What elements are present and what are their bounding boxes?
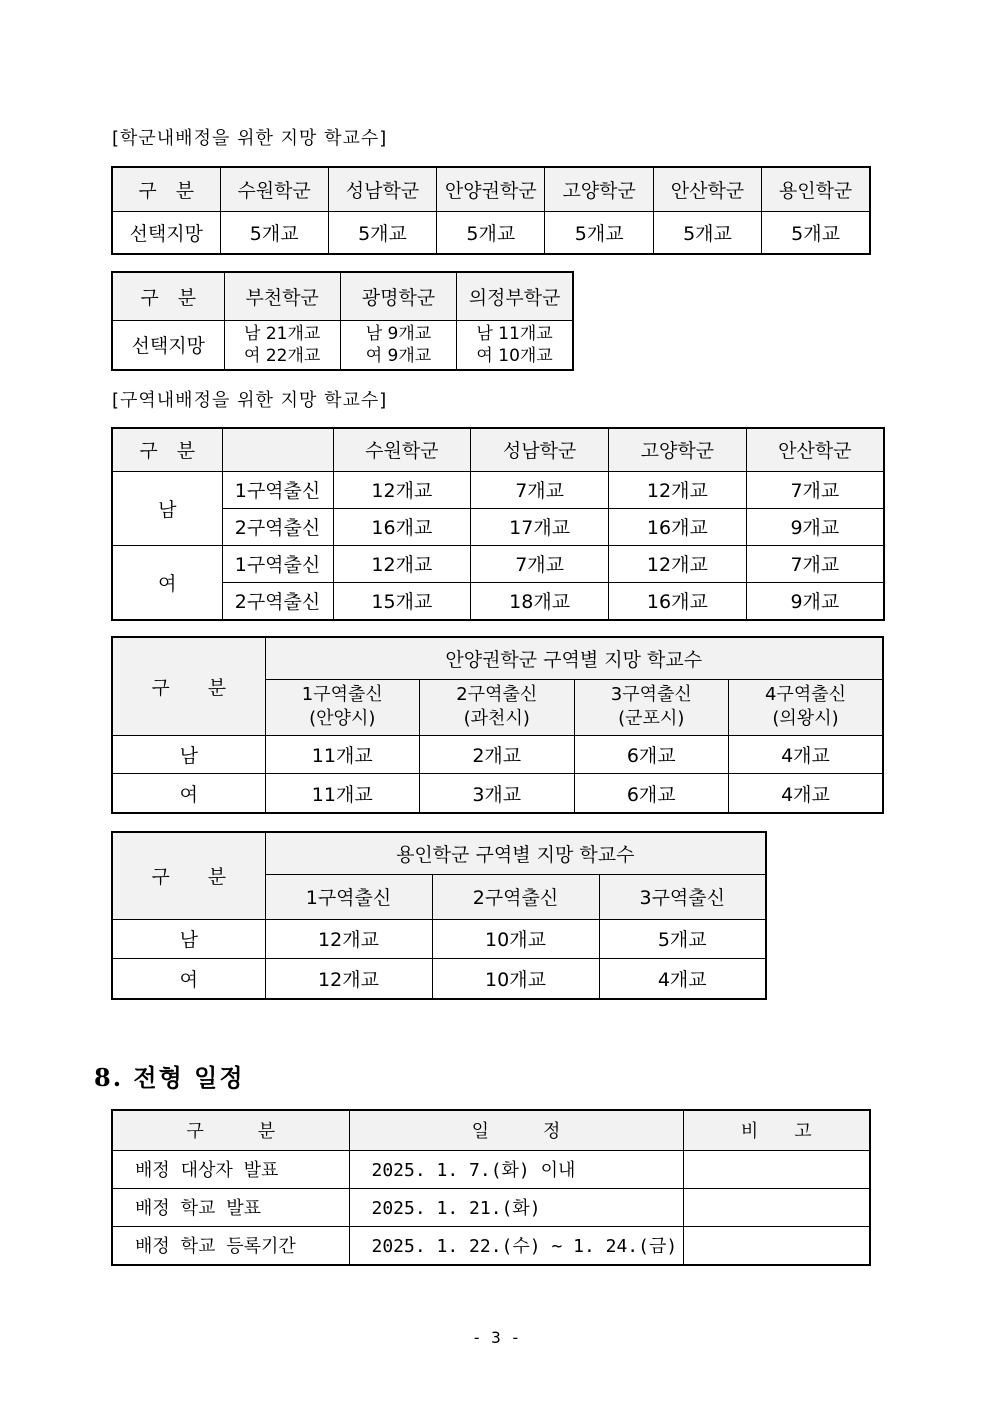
table-cell: 16개교 [609, 508, 747, 545]
schedule-note [683, 1188, 870, 1226]
schedule-date: 2025. 1. 22.(수) ~ 1. 24.(금) [349, 1226, 683, 1265]
header-cell: 구 분 [112, 167, 220, 211]
header-cell: 구 분 [112, 272, 224, 320]
row-label: 선택지망 [112, 211, 220, 254]
table-district-choices-gender [111, 271, 574, 371]
table-cell: 7개교 [746, 545, 884, 582]
schedule-date: 2025. 1. 7.(화) 이내 [349, 1150, 683, 1188]
table-cell: 5개교 [220, 211, 328, 254]
row-label: 선택지망 [112, 320, 224, 370]
male-value: 남 21개교 [244, 323, 321, 344]
region-name: 2구역출신 [456, 684, 538, 705]
male-value: 남 11개교 [476, 323, 553, 344]
table-cell: 12개교 [609, 471, 747, 508]
table-cell: 10개교 [432, 919, 599, 959]
table-cell: 5개교 [328, 211, 436, 254]
table-cell: 6개교 [574, 774, 729, 813]
table-cell: 9개교 [746, 508, 884, 545]
table-cell: 9개교 [746, 582, 884, 620]
header-cell [265, 679, 420, 735]
table-cell [457, 320, 573, 370]
schedule-note [683, 1150, 870, 1188]
table-yongin-regions [111, 831, 767, 1000]
header-cell: 비 고 [683, 1110, 870, 1150]
city-name: (의왕시) [772, 708, 839, 729]
header-cell: 구 분 [112, 428, 222, 471]
schedule-item: 배정 대상자 발표 [112, 1150, 349, 1188]
header-cell: 안산학군 [653, 167, 761, 211]
header-cell [222, 428, 333, 471]
header-cell: 1구역출신 [265, 874, 432, 919]
header-cell: 일 정 [349, 1110, 683, 1150]
schedule-item: 배정 학교 등록기간 [112, 1226, 349, 1265]
table-cell: 5개교 [653, 211, 761, 254]
table-cell: 2개교 [420, 735, 575, 774]
female-value: 여 10개교 [476, 345, 553, 366]
table-cell: 12개교 [265, 959, 432, 999]
table-cell: 16개교 [609, 582, 747, 620]
table-cell: 7개교 [471, 471, 609, 508]
table-cell: 18개교 [471, 582, 609, 620]
table-cell: 12개교 [333, 545, 471, 582]
region-name: 3구역출신 [610, 684, 692, 705]
header-cell: 2구역출신 [432, 874, 599, 919]
section-title: 8. 전형 일정 [94, 1063, 245, 1092]
row-label: 남 [112, 735, 265, 774]
table-cell [340, 320, 456, 370]
region-name: 4구역출신 [764, 684, 846, 705]
header-cell: 용인학군 구역별 지망 학교수 [265, 832, 766, 874]
table-cell: 4개교 [729, 774, 884, 813]
table-cell: 3개교 [420, 774, 575, 813]
table-cell: 5개교 [437, 211, 545, 254]
female-value: 여 22개교 [244, 345, 321, 366]
header-cell: 고양학군 [545, 167, 653, 211]
table-schedule [111, 1109, 871, 1266]
table-cell: 12개교 [265, 919, 432, 959]
region-label: 2구역출신 [222, 582, 333, 620]
header-cell: 수원학군 [333, 428, 471, 471]
header-cell: 고양학군 [609, 428, 747, 471]
table-cell: 6개교 [574, 735, 729, 774]
header-cell: 수원학군 [220, 167, 328, 211]
caption-region: [구역내배정을 위한 지망 학교수] [112, 390, 388, 411]
table-cell: 17개교 [471, 508, 609, 545]
header-cell: 성남학군 [471, 428, 609, 471]
table-cell: 5개교 [599, 919, 766, 959]
row-label: 여 [112, 774, 265, 813]
table-cell: 10개교 [432, 959, 599, 999]
header-cell: 의정부학군 [457, 272, 573, 320]
table-anyang-regions [111, 636, 884, 814]
table-cell: 16개교 [333, 508, 471, 545]
gender-label: 여 [112, 545, 222, 620]
table-cell: 7개교 [746, 471, 884, 508]
table-region-choices [111, 427, 885, 621]
header-cell: 용인학군 [762, 167, 870, 211]
city-name: (과천시) [463, 708, 530, 729]
city-name: (군포시) [618, 708, 685, 729]
header-cell: 광명학군 [340, 272, 456, 320]
region-label: 1구역출신 [222, 545, 333, 582]
region-label: 2구역출신 [222, 508, 333, 545]
header-cell: 부천학군 [224, 272, 340, 320]
row-label: 여 [112, 959, 265, 999]
male-value: 남 9개교 [365, 323, 432, 344]
table-cell: 5개교 [762, 211, 870, 254]
table-cell: 4개교 [599, 959, 766, 999]
table-cell: 5개교 [545, 211, 653, 254]
table-district-choices [111, 166, 871, 255]
header-cell: 성남학군 [328, 167, 436, 211]
gender-label: 남 [112, 471, 222, 545]
table-cell: 12개교 [609, 545, 747, 582]
caption-school-district: [학군내배정을 위한 지망 학교수] [112, 128, 388, 149]
schedule-date: 2025. 1. 21.(화) [349, 1188, 683, 1226]
row-label: 남 [112, 919, 265, 959]
header-cell [420, 679, 575, 735]
header-cell: 안양권학군 [437, 167, 545, 211]
header-cell: 3구역출신 [599, 874, 766, 919]
page-number: - 3 - [471, 1328, 521, 1347]
female-value: 여 9개교 [365, 345, 432, 366]
table-cell: 15개교 [333, 582, 471, 620]
table-cell: 11개교 [265, 774, 420, 813]
table-cell: 7개교 [471, 545, 609, 582]
header-cell: 구 분 [112, 637, 265, 735]
schedule-note [683, 1226, 870, 1265]
header-cell [574, 679, 729, 735]
header-cell: 안산학군 [746, 428, 884, 471]
table-cell [224, 320, 340, 370]
table-cell: 12개교 [333, 471, 471, 508]
city-name: (안양시) [309, 708, 376, 729]
region-name: 1구역출신 [301, 684, 383, 705]
schedule-item: 배정 학교 발표 [112, 1188, 349, 1226]
header-cell: 구 분 [112, 832, 265, 919]
header-cell [729, 679, 884, 735]
header-cell: 구 분 [112, 1110, 349, 1150]
table-cell: 11개교 [265, 735, 420, 774]
table-cell: 4개교 [729, 735, 884, 774]
header-cell: 안양권학군 구역별 지망 학교수 [265, 637, 883, 679]
region-label: 1구역출신 [222, 471, 333, 508]
